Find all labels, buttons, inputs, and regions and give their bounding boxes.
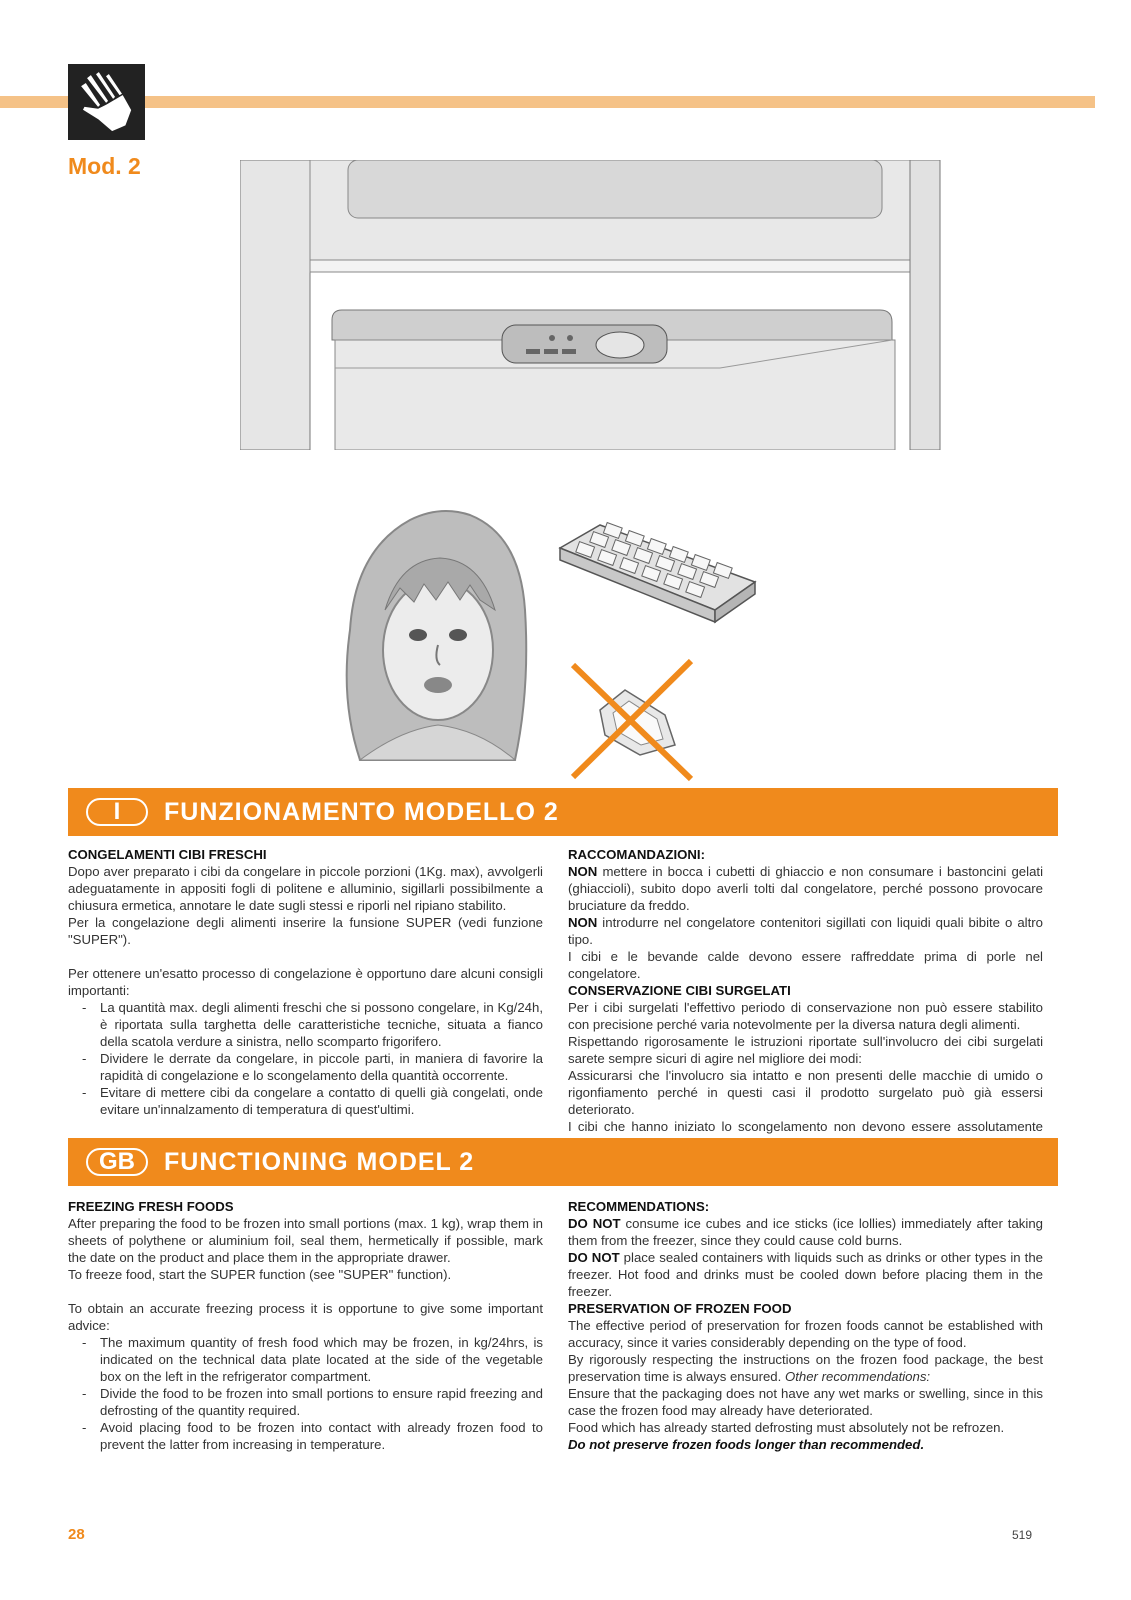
section-banner-it bbox=[68, 788, 1058, 836]
list-item: - Dividere le derrate da congelare, in piccole parti, in maniera di favorire la rapidità di congelazione e lo scongelamento della quantità occorrente. bbox=[68, 1050, 543, 1084]
hand-icon bbox=[68, 64, 145, 140]
gb-fresh-p2: To freeze food, start the SUPER function (see "SUPER" function). bbox=[68, 1267, 452, 1282]
gb-pres-1: The effective period of preservation for frozen foods cannot be established with accuracy, since it varies considerably depending on the type of food. bbox=[568, 1318, 1043, 1350]
language-badge-gb: GB bbox=[86, 1148, 148, 1176]
gb-rec-1-text: consume ice cubes and ice sticks (ice lollies) immediately after taking them from the freezer, since they could cause cold burns. bbox=[568, 1216, 1043, 1248]
it-fresh-p2: Per la congelazione degli alimenti inserire la funsione SUPER (vedi funzione "SUPER"). bbox=[68, 915, 543, 947]
gb-rec-1 bbox=[568, 1215, 1043, 1249]
gb-left-column bbox=[68, 1198, 543, 1453]
it-rec-3: I cibi e le bevande calde devono essere raffreddate prima di porle nel congelatore. bbox=[568, 949, 1043, 981]
list-item: - Avoid placing food to be frozen into contact with already frozen food to prevent the latter from increasing in temperature. bbox=[68, 1419, 543, 1453]
list-item: - La quantità max. degli alimenti freschi che si possono congelare, in Kg/24h, è riportata sulla targhetta delle caratteristiche tecniche, situata a fianco della scatola verdure a sinistra, nello scomparto frigorifero. bbox=[68, 999, 543, 1050]
gb-rec-2 bbox=[568, 1249, 1043, 1300]
it-pres-2: Rispettando rigorosamente le istruzioni riportate sull'involucro dei cibi surgelati sarete sempre sicuri di agire nel migliore dei modi: bbox=[568, 1034, 1043, 1066]
it-advice-list bbox=[68, 999, 543, 1118]
it-fresh-p3: Per ottenere un'esatto processo di congelazione è opportuno dare alcuni consigli importanti: bbox=[68, 966, 543, 998]
gb-rec-1-strong: DO NOT bbox=[568, 1216, 621, 1231]
gb-preservation-heading: PRESERVATION OF FROZEN FOOD bbox=[568, 1301, 792, 1316]
gb-final-warning: Do not preserve frozen foods longer than recommended. bbox=[568, 1437, 925, 1452]
it-preservation-heading: CONSERVAZIONE CIBI SURGELATI bbox=[568, 983, 791, 998]
it-pres-3: Assicurarsi che l'involucro sia intatto e non presenti delle macchie di umido o rigonfiamento perché in questi casi il prodotto surgelato può già essersi deteriorato. bbox=[568, 1068, 1043, 1117]
cross-out-icon bbox=[565, 655, 700, 785]
gb-fresh-heading: FREEZING FRESH FOODS bbox=[68, 1199, 234, 1214]
gb-advice-list bbox=[68, 1334, 543, 1453]
gb-fresh-p3: To obtain an accurate freezing process it is opportune to give some important advice: bbox=[68, 1301, 543, 1333]
it-recommendations-heading: RACCOMANDAZIONI: bbox=[568, 847, 705, 862]
fridge-illustration bbox=[240, 160, 952, 450]
it-rec-1-strong: NON bbox=[568, 864, 598, 879]
gb-pres-3: Ensure that the packaging does not have any wet marks or swelling, since in this case the frozen food may already have deteriorated. bbox=[568, 1386, 1043, 1418]
it-pres-1: Per i cibi surgelati l'effettivo periodo di conservazione non può essere stabilito con precisione perché varia notevolmente per la diversa natura degli alimenti. bbox=[568, 1000, 1043, 1032]
list-item: - Divide the food to be frozen into small portions to ensure rapid freezing and defrosting of the quantity required. bbox=[68, 1385, 543, 1419]
ice-tray-illustration bbox=[555, 520, 760, 625]
gb-pres-2-em: Other recommendations: bbox=[784, 1369, 931, 1384]
it-pres-4: I cibi che hanno iniziato lo scongelamento non devono essere assolutamente bbox=[568, 1119, 1043, 1134]
gb-rec-2-strong: DO NOT bbox=[568, 1250, 620, 1265]
section-title-it: FUNZIONAMENTO MODELLO 2 bbox=[164, 797, 559, 826]
section-banner-gb bbox=[68, 1138, 1058, 1186]
it-rec-1-text: mettere in bocca i cubetti di ghiaccio e non consumare i bastoncini gelati (ghiaccioli), subito dopo averli tolti dal congelatore, perché possono provocare bruciature da freddo. bbox=[568, 864, 1043, 913]
it-rec-2-strong: NON bbox=[568, 915, 598, 930]
it-rec-1 bbox=[568, 863, 1043, 914]
gb-rec-2-text: place sealed containers with liquids such as drinks or other types in the freezer. Hot food and drinks must be cooled down before placing them in the freezer. bbox=[568, 1250, 1043, 1299]
it-fresh-p1: Dopo aver preparato i cibi da congelare in piccole porzioni (1Kg. max), avvolgerli adeguatamente in appositi fogli di politene e alluminio, sigillarli possibilmente a chiusura ermetica, annotare le date sugli stessi e riporli nel ripiano stabilito. bbox=[68, 864, 543, 913]
it-rec-2 bbox=[568, 914, 1043, 948]
list-item: - Evitare di mettere cibi da congelare a contatto di quelli già congelati, onde evitare un'innalzamento di temperatura di quest'ultimi. bbox=[68, 1084, 543, 1118]
gb-pres-2 bbox=[568, 1351, 1043, 1385]
model-label: Mod. 2 bbox=[68, 153, 141, 179]
language-badge-it: I bbox=[86, 798, 148, 826]
it-right-column bbox=[568, 846, 1043, 1169]
gb-recommendations-heading: RECOMMENDATIONS: bbox=[568, 1199, 710, 1214]
child-illustration bbox=[330, 500, 550, 770]
it-rec-2-text: introdurre nel congelatore contenitori sigillati con liquidi quali bibite o altro tipo. bbox=[568, 915, 1043, 947]
gb-right-column bbox=[568, 1198, 1043, 1453]
it-left-column bbox=[68, 846, 543, 1118]
page-number: 28 bbox=[68, 1526, 85, 1543]
gb-pres-4: Food which has already started defrosting must absolutely not be refrozen. bbox=[568, 1420, 1005, 1435]
section-title-gb: FUNCTIONING MODEL 2 bbox=[164, 1147, 475, 1176]
list-item: - The maximum quantity of fresh food which may be frozen, in kg/24hrs, is indicated on the technical data plate located at the side of the vegetable box on the left in the refrigerator compartment. bbox=[68, 1334, 543, 1385]
document-code: 519 bbox=[1012, 1528, 1033, 1542]
gb-fresh-p1: After preparing the food to be frozen into small portions (max. 1 kg), wrap them in sheets of polythene or aluminium foil, seal them, hermetically if possible, mark the date on the product and place them in the appropriate drawer. bbox=[68, 1216, 543, 1265]
it-fresh-heading: CONGELAMENTI CIBI FRESCHI bbox=[68, 847, 267, 862]
header-rule bbox=[0, 96, 1095, 108]
gb-pres-2-text: By rigorously respecting the instructions on the frozen food package, the best preservation time is always ensured. bbox=[568, 1352, 1043, 1384]
